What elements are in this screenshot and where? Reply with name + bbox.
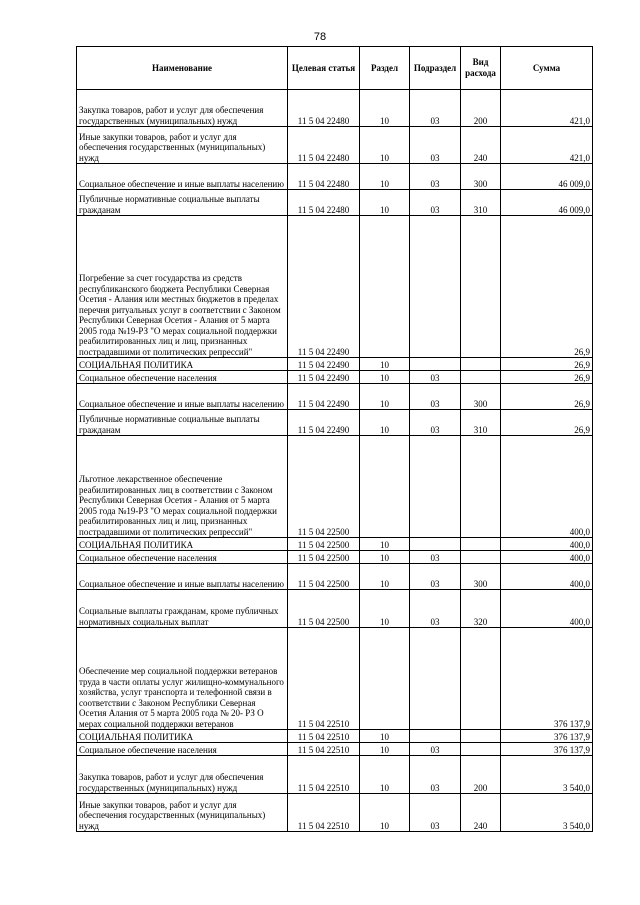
cell-name: Льготное лекарственное обеспечение реабилитированных лиц в соответствии с Законом Республики Северная Осетия - Алания от 5 марта 2005 года №19-РЗ "О мерах социальной поддержки реабилитированных лиц и лиц, признанных пострадавшими от политических репрессий" (77, 436, 288, 538)
cell-name: СОЦИАЛЬНАЯ ПОЛИТИКА (77, 730, 288, 743)
table-row (77, 410, 593, 436)
cell-subsection: 03 (410, 756, 461, 794)
header-expense-type: Вид расхода (461, 47, 501, 90)
cell-section (360, 628, 410, 730)
cell-subsection (410, 628, 461, 730)
cell-subsection (410, 436, 461, 538)
budget-table (76, 46, 593, 832)
cell-sum: 376 137,9 (501, 743, 593, 756)
cell-section: 10 (360, 730, 410, 743)
cell-target-article: 11 5 04 22480 (288, 164, 360, 190)
cell-expense-type (461, 551, 501, 564)
table-row (77, 216, 593, 358)
cell-expense-type: 240 (461, 794, 501, 832)
cell-subsection: 03 (410, 190, 461, 216)
cell-expense-type (461, 358, 501, 371)
cell-expense-type (461, 371, 501, 384)
cell-section: 10 (360, 371, 410, 384)
header-subsection: Подраздел (410, 47, 461, 90)
cell-section: 10 (360, 538, 410, 551)
cell-subsection: 03 (410, 743, 461, 756)
cell-subsection: 03 (410, 551, 461, 564)
cell-name: Публичные нормативные социальные выплаты гражданам (77, 410, 288, 436)
table-row (77, 538, 593, 551)
table-row (77, 743, 593, 756)
cell-sum: 421,0 (501, 90, 593, 127)
cell-subsection: 03 (410, 127, 461, 164)
cell-subsection: 03 (410, 590, 461, 628)
table-row (77, 628, 593, 730)
cell-subsection: 03 (410, 794, 461, 832)
cell-target-article: 11 5 04 22480 (288, 190, 360, 216)
table-row (77, 358, 593, 371)
page-number: 78 (313, 31, 327, 43)
cell-target-article: 11 5 04 22500 (288, 436, 360, 538)
header-section: Раздел (360, 47, 410, 90)
cell-name: Социальное обеспечение и иные выплаты населению (77, 164, 288, 190)
table-row (77, 384, 593, 410)
cell-section: 10 (360, 384, 410, 410)
cell-section: 10 (360, 564, 410, 590)
table-row (77, 551, 593, 564)
cell-name: Погребение за счет государства из средств республиканского бюджета Республики Северная Осетия - Алания или местных бюджетов в пределах перечня ритуальных услуг в соответствии с Законом Республики Северная Осетия - Алания от 5 марта 2005 года №19-РЗ "О мерах социальной поддержки реабилитированных лиц и лиц, признанных пострадавшими от политических репрессий" (77, 216, 288, 358)
cell-name: Иные закупки товаров, работ и услуг для обеспечения государственных (муниципальных) нужд (77, 127, 288, 164)
cell-sum: 400,0 (501, 436, 593, 538)
header-sum: Сумма (501, 47, 593, 90)
cell-expense-type: 240 (461, 127, 501, 164)
table-row (77, 436, 593, 538)
cell-target-article: 11 5 04 22480 (288, 90, 360, 127)
cell-subsection (410, 538, 461, 551)
cell-name: Закупка товаров, работ и услуг для обеспечения государственных (муниципальных) нужд (77, 90, 288, 127)
cell-subsection: 03 (410, 164, 461, 190)
cell-name: Публичные нормативные социальные выплаты гражданам (77, 190, 288, 216)
cell-name: Закупка товаров, работ и услуг для обеспечения государственных (муниципальных) нужд (77, 756, 288, 794)
cell-expense-type: 300 (461, 384, 501, 410)
cell-expense-type (461, 538, 501, 551)
cell-section: 10 (360, 190, 410, 216)
header-name: Наименование (77, 47, 288, 90)
cell-target-article: 11 5 04 22490 (288, 410, 360, 436)
table-row (77, 590, 593, 628)
cell-sum: 3 540,0 (501, 794, 593, 832)
cell-name: Социальные выплаты гражданам, кроме публичных нормативных социальных выплат (77, 590, 288, 628)
table-row (77, 730, 593, 743)
cell-target-article: 11 5 04 22490 (288, 358, 360, 371)
cell-name: Социальное обеспечение населения (77, 551, 288, 564)
header-target-article: Целевая статья (288, 47, 360, 90)
cell-sum: 46 009,0 (501, 190, 593, 216)
cell-sum: 26,9 (501, 384, 593, 410)
cell-expense-type: 300 (461, 564, 501, 590)
cell-subsection: 03 (410, 410, 461, 436)
cell-sum: 26,9 (501, 410, 593, 436)
cell-sum: 400,0 (501, 538, 593, 551)
cell-target-article: 11 5 04 22500 (288, 564, 360, 590)
cell-target-article: 11 5 04 22490 (288, 216, 360, 358)
cell-subsection: 03 (410, 384, 461, 410)
cell-expense-type: 300 (461, 164, 501, 190)
cell-name: Социальное обеспечение населения (77, 371, 288, 384)
cell-expense-type (461, 628, 501, 730)
cell-target-article: 11 5 04 22510 (288, 730, 360, 743)
cell-section: 10 (360, 551, 410, 564)
cell-target-article: 11 5 04 22500 (288, 538, 360, 551)
cell-section: 10 (360, 127, 410, 164)
cell-section: 10 (360, 590, 410, 628)
table-row (77, 127, 593, 164)
cell-expense-type (461, 730, 501, 743)
cell-name: СОЦИАЛЬНАЯ ПОЛИТИКА (77, 358, 288, 371)
cell-name: Обеспечение мер социальной поддержки ветеранов труда в части оплаты услуг жилищно-коммунального хозяйства, услуг транспорта и телефонной связи в соответствии с Законом Республики Северная Осетия Алания от 5 марта 2005 года № 20- РЗ О мерах социальной поддержки ветеранов (77, 628, 288, 730)
cell-sum: 376 137,9 (501, 628, 593, 730)
cell-subsection: 03 (410, 90, 461, 127)
cell-sum: 400,0 (501, 564, 593, 590)
table-row (77, 371, 593, 384)
cell-expense-type: 200 (461, 756, 501, 794)
cell-target-article: 11 5 04 22510 (288, 794, 360, 832)
cell-expense-type: 200 (461, 90, 501, 127)
cell-section (360, 436, 410, 538)
table-row (77, 794, 593, 832)
cell-expense-type (461, 743, 501, 756)
cell-subsection (410, 216, 461, 358)
cell-section: 10 (360, 90, 410, 127)
cell-subsection (410, 358, 461, 371)
cell-sum: 400,0 (501, 590, 593, 628)
cell-target-article: 11 5 04 22500 (288, 551, 360, 564)
cell-section: 10 (360, 794, 410, 832)
table-row (77, 90, 593, 127)
cell-name: Иные закупки товаров, работ и услуг для обеспечения государственных (муниципальных) нужд (77, 794, 288, 832)
cell-target-article: 11 5 04 22510 (288, 743, 360, 756)
cell-target-article: 11 5 04 22480 (288, 127, 360, 164)
cell-expense-type (461, 216, 501, 358)
cell-subsection: 03 (410, 564, 461, 590)
cell-expense-type: 310 (461, 190, 501, 216)
cell-section: 10 (360, 164, 410, 190)
cell-target-article: 11 5 04 22490 (288, 384, 360, 410)
table-row (77, 756, 593, 794)
table-row (77, 564, 593, 590)
cell-name: СОЦИАЛЬНАЯ ПОЛИТИКА (77, 538, 288, 551)
cell-subsection: 03 (410, 371, 461, 384)
cell-section: 10 (360, 743, 410, 756)
cell-sum: 26,9 (501, 358, 593, 371)
cell-sum: 376 137,9 (501, 730, 593, 743)
table-row (77, 164, 593, 190)
table-row (77, 190, 593, 216)
cell-sum: 421,0 (501, 127, 593, 164)
cell-name: Социальное обеспечение и иные выплаты населению (77, 384, 288, 410)
cell-section: 10 (360, 358, 410, 371)
cell-subsection (410, 730, 461, 743)
cell-name: Социальное обеспечение и иные выплаты населению (77, 564, 288, 590)
cell-sum: 46 009,0 (501, 164, 593, 190)
cell-sum: 26,9 (501, 216, 593, 358)
cell-sum: 400,0 (501, 551, 593, 564)
cell-target-article: 11 5 04 22490 (288, 371, 360, 384)
cell-section: 10 (360, 410, 410, 436)
cell-expense-type: 320 (461, 590, 501, 628)
cell-expense-type (461, 436, 501, 538)
table-header (77, 47, 593, 90)
cell-expense-type: 310 (461, 410, 501, 436)
cell-target-article: 11 5 04 22500 (288, 590, 360, 628)
cell-target-article: 11 5 04 22510 (288, 628, 360, 730)
cell-section: 10 (360, 756, 410, 794)
cell-section (360, 216, 410, 358)
cell-sum: 26,9 (501, 371, 593, 384)
cell-name: Социальное обеспечение населения (77, 743, 288, 756)
cell-sum: 3 540,0 (501, 756, 593, 794)
cell-target-article: 11 5 04 22510 (288, 756, 360, 794)
